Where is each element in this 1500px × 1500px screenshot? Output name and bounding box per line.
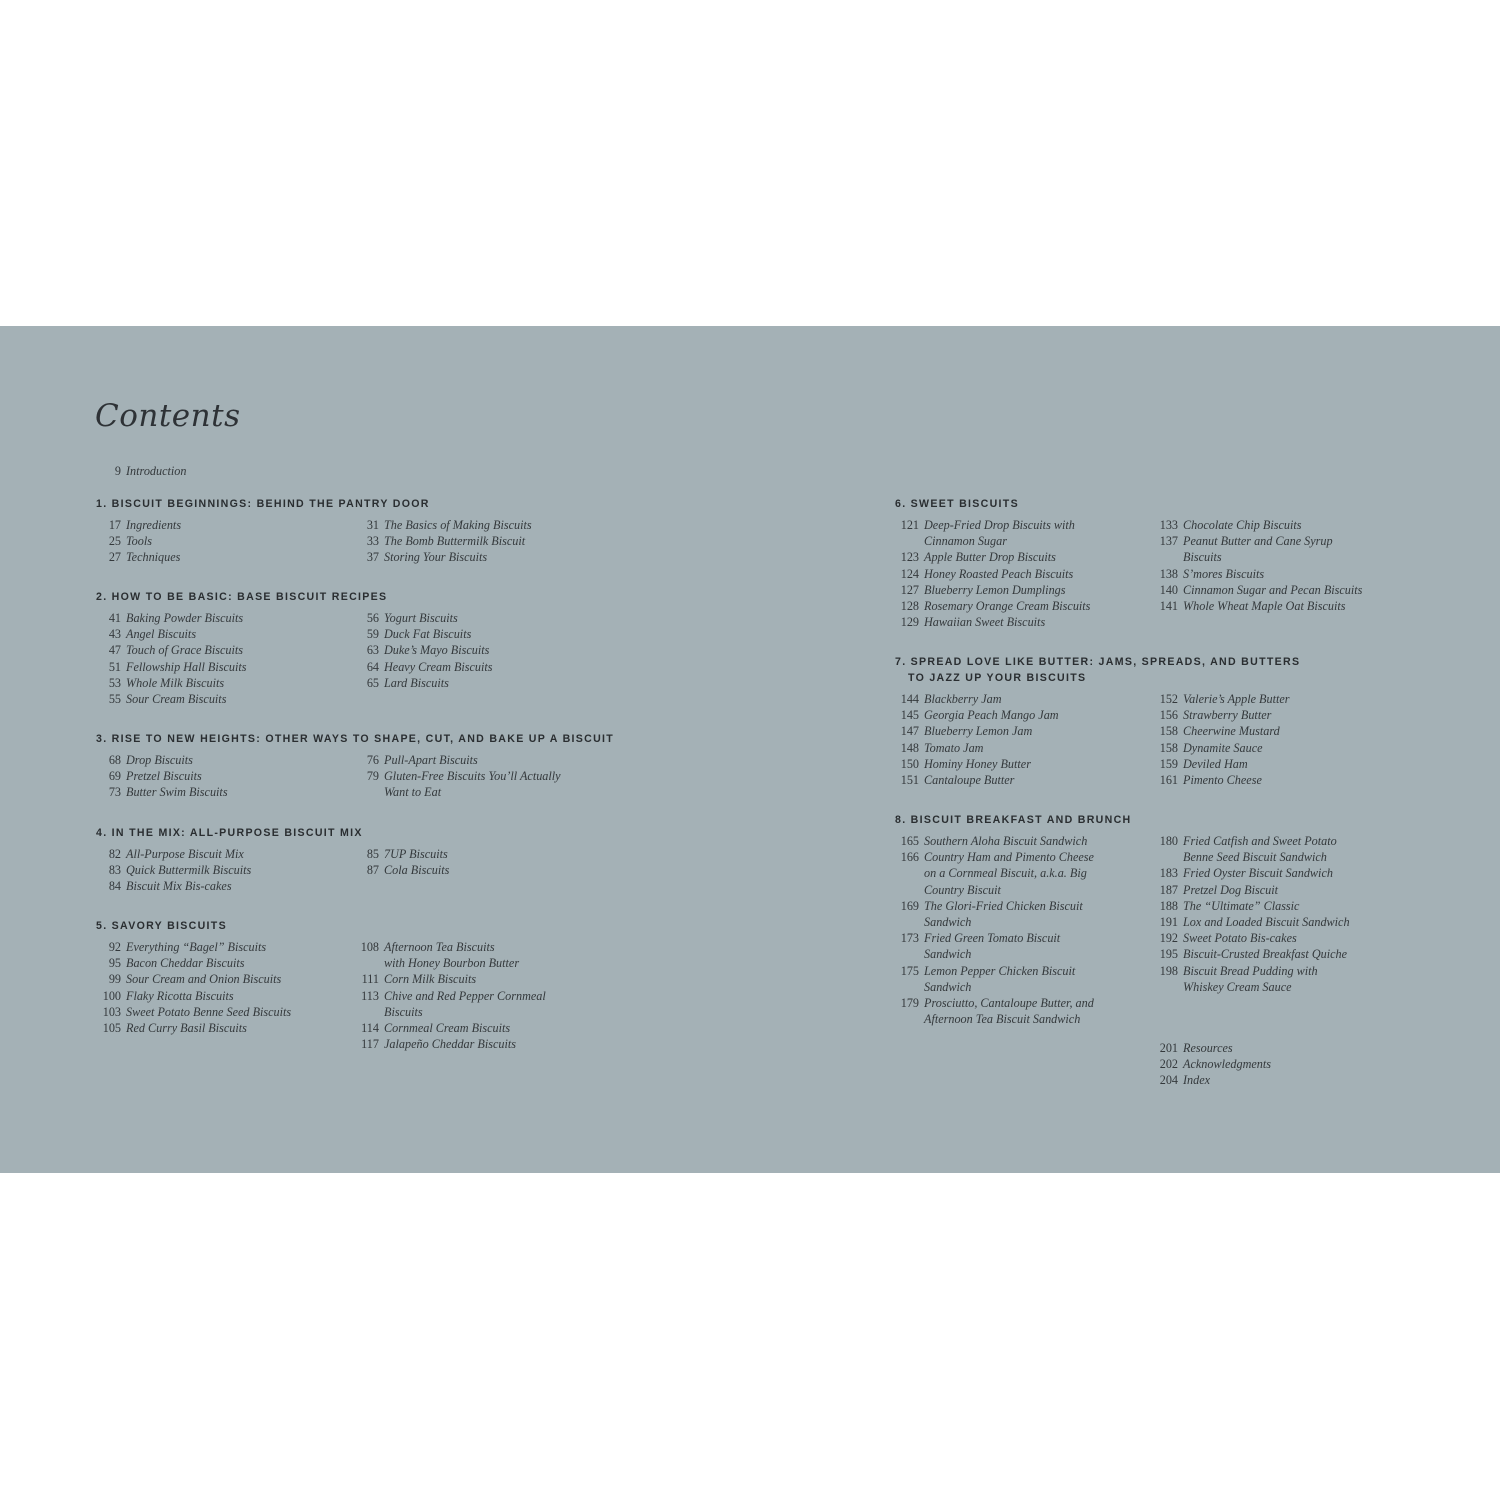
entry-title: Fellowship Hall Biscuits xyxy=(126,659,247,674)
entry-title: S’mores Biscuits xyxy=(1183,566,1265,581)
entry-title: Chive and Red Pepper Cornmeal xyxy=(384,988,546,1003)
page-number: 148 xyxy=(900,740,919,755)
section-heading: 7. SPREAD LOVE LIKE BUTTER: JAMS, SPREADS, AND BUTTERS xyxy=(895,656,1301,668)
entry-title: Lox and Loaded Biscuit Sandwich xyxy=(1183,915,1350,929)
page-number: 47 xyxy=(108,643,121,658)
section-heading: 1. BISCUIT BEGINNINGS: BEHIND THE PANTRY DOOR xyxy=(96,498,430,510)
page-number: 138 xyxy=(1159,566,1178,581)
page-number: 128 xyxy=(900,599,919,613)
page-number: 137 xyxy=(1159,534,1178,549)
section-heading: 2. HOW TO BE BASIC: BASE BISCUIT RECIPES xyxy=(96,591,388,603)
page-number: 175 xyxy=(900,963,919,978)
entry-title: Valerie’s Apple Butter xyxy=(1183,692,1290,706)
page-number: 65 xyxy=(366,675,379,690)
entry-title: Blueberry Lemon Dumplings xyxy=(924,582,1066,597)
entry-title: The Basics of Making Biscuits xyxy=(384,518,532,532)
entry-title: Cornmeal Cream Biscuits xyxy=(384,1021,511,1035)
page-number: 179 xyxy=(900,996,919,1010)
page-number: 63 xyxy=(366,643,379,658)
page-number: 51 xyxy=(108,659,121,674)
entry-title: The Glori-Fried Chicken Biscuit xyxy=(924,898,1083,913)
page-number: 9 xyxy=(114,464,121,478)
page-number: 68 xyxy=(108,753,121,767)
page-number: 99 xyxy=(108,972,121,987)
entry-title: Butter Swim Biscuits xyxy=(126,785,228,800)
entry-title: Whiskey Cream Sauce xyxy=(1183,979,1292,994)
entry-title: Strawberry Butter xyxy=(1183,708,1272,723)
entry-title: Fried Catfish and Sweet Potato xyxy=(1183,834,1337,848)
entry-title: Whole Milk Biscuits xyxy=(126,675,225,690)
page-number: 144 xyxy=(900,692,919,706)
entry-title: Rosemary Orange Cream Biscuits xyxy=(924,599,1091,613)
page-number: 108 xyxy=(360,940,379,954)
page-number: 59 xyxy=(366,627,379,642)
page-number: 53 xyxy=(108,675,121,690)
entry-title: Benne Seed Biscuit Sandwich xyxy=(1183,850,1327,865)
entry-title: on a Cornmeal Biscuit, a.k.a. Big xyxy=(924,866,1087,881)
entry-title: Prosciutto, Cantaloupe Butter, and xyxy=(924,996,1094,1010)
section-heading: TO JAZZ UP YOUR BISCUITS xyxy=(908,672,1087,684)
page-number: 129 xyxy=(900,615,919,630)
page-number: 105 xyxy=(102,1021,121,1035)
entry-title: Cheerwine Mustard xyxy=(1183,724,1280,739)
entry-title: Pimento Cheese xyxy=(1183,773,1262,787)
page-number: 117 xyxy=(361,1037,379,1052)
entry-title: Southern Aloha Biscuit Sandwich xyxy=(924,834,1088,848)
page-number: 92 xyxy=(108,940,121,954)
entry-title: Biscuit Mix Bis-cakes xyxy=(126,879,232,894)
entry-title: Flaky Ricotta Biscuits xyxy=(126,988,234,1003)
page-number: 195 xyxy=(1159,947,1178,962)
entry-title: Cinnamon Sugar and Pecan Biscuits xyxy=(1183,582,1363,597)
page-number: 191 xyxy=(1159,915,1178,929)
page-number: 17 xyxy=(108,518,121,532)
page-number: 140 xyxy=(1159,582,1178,597)
page-number: 84 xyxy=(108,879,121,894)
entry-title: Resources xyxy=(1183,1041,1233,1055)
entry-title: Biscuits xyxy=(384,1004,423,1019)
page-number: 158 xyxy=(1159,724,1178,739)
section-heading: 5. SAVORY BISCUITS xyxy=(96,920,227,932)
entry-title: Blackberry Jam xyxy=(924,692,1002,706)
entry-title: Ingredients xyxy=(126,518,182,532)
page-number: 147 xyxy=(900,724,919,739)
entry-title: Baking Powder Biscuits xyxy=(126,611,244,625)
entry-title: Bacon Cheddar Biscuits xyxy=(126,956,245,971)
entry-title: Index xyxy=(1183,1073,1211,1088)
entry-title: Deep-Fried Drop Biscuits with xyxy=(924,518,1075,532)
page-number: 82 xyxy=(108,847,121,861)
entry-title: Everything “Bagel” Biscuits xyxy=(126,940,267,954)
entry-title: Cinnamon Sugar xyxy=(924,534,1007,549)
entry-title: Biscuits xyxy=(1183,550,1222,565)
page-number: 198 xyxy=(1159,963,1178,978)
page-number: 158 xyxy=(1159,740,1178,755)
entry-title: Techniques xyxy=(126,550,181,565)
page-number: 165 xyxy=(900,834,919,848)
entry-title: The “Ultimate” Classic xyxy=(1183,898,1300,913)
page-number: 41 xyxy=(108,611,121,625)
entry-title: Sandwich xyxy=(924,915,972,929)
contents-page-spread xyxy=(0,326,1500,1173)
entry-title: Jalapeño Cheddar Biscuits xyxy=(384,1037,517,1052)
section-heading: 4. IN THE MIX: ALL-PURPOSE BISCUIT MIX xyxy=(96,827,363,839)
entry-title: Duke’s Mayo Biscuits xyxy=(384,643,490,658)
page-number: 33 xyxy=(366,534,379,549)
entry-title: Pretzel Biscuits xyxy=(126,769,202,784)
entry-title: Lemon Pepper Chicken Biscuit xyxy=(924,963,1076,978)
entry-title: Afternoon Tea Biscuits xyxy=(384,940,495,954)
page-number: 76 xyxy=(366,753,379,767)
entry-title: Country Ham and Pimento Cheese xyxy=(924,850,1094,865)
page-number: 83 xyxy=(108,863,121,878)
page-number: 55 xyxy=(108,692,121,706)
page-number: 204 xyxy=(1159,1073,1178,1088)
entry-title: Peanut Butter and Cane Syrup xyxy=(1183,534,1333,549)
page-number: 150 xyxy=(900,756,919,771)
page-number: 95 xyxy=(108,956,121,971)
page-number: 202 xyxy=(1159,1057,1178,1072)
page-number: 180 xyxy=(1159,834,1178,848)
entry-title: Sweet Potato Bis-cakes xyxy=(1183,931,1297,946)
page-number: 151 xyxy=(900,773,919,787)
entry-title: Drop Biscuits xyxy=(126,753,193,767)
page-number: 141 xyxy=(1159,599,1178,613)
entry-title: Country Biscuit xyxy=(924,882,1001,897)
entry-title: 7UP Biscuits xyxy=(384,847,448,861)
page-number: 183 xyxy=(1159,866,1178,881)
entry-title: with Honey Bourbon Butter xyxy=(384,956,520,971)
entry-title: Dynamite Sauce xyxy=(1183,740,1263,755)
entry-title: Fried Oyster Biscuit Sandwich xyxy=(1183,866,1333,881)
entry-title: Fried Green Tomato Biscuit xyxy=(924,931,1061,946)
page-number: 27 xyxy=(108,550,121,565)
entry-title: Pretzel Dog Biscuit xyxy=(1183,882,1279,897)
page-number: 127 xyxy=(900,582,919,597)
entry-title: Sour Cream and Onion Biscuits xyxy=(126,972,282,987)
entry-title: Sour Cream Biscuits xyxy=(126,692,227,706)
page-number: 113 xyxy=(361,988,379,1003)
entry-title: Quick Buttermilk Biscuits xyxy=(126,863,252,878)
page-number: 85 xyxy=(366,847,379,861)
page-number: 188 xyxy=(1159,898,1178,913)
entry-title: Blueberry Lemon Jam xyxy=(924,724,1033,739)
entry-title: Corn Milk Biscuits xyxy=(384,972,477,987)
entry-title: Chocolate Chip Biscuits xyxy=(1183,518,1302,532)
entry-title: Whole Wheat Maple Oat Biscuits xyxy=(1183,599,1346,613)
page-number: 173 xyxy=(900,931,919,946)
page-number: 73 xyxy=(108,785,121,800)
entry-title: Deviled Ham xyxy=(1183,756,1248,771)
entry-title: Hawaiian Sweet Biscuits xyxy=(924,615,1046,630)
entry-title: Storing Your Biscuits xyxy=(384,550,488,565)
entry-title: Pull-Apart Biscuits xyxy=(384,753,478,767)
page-number: 192 xyxy=(1159,931,1178,946)
page-number: 152 xyxy=(1159,692,1178,706)
entry-title: Sandwich xyxy=(924,947,972,962)
entry-title: Angel Biscuits xyxy=(126,627,197,642)
entry-title: Biscuit-Crusted Breakfast Quiche xyxy=(1183,947,1348,962)
entry-title: Want to Eat xyxy=(384,785,442,800)
page-number: 145 xyxy=(900,708,919,723)
page-number: 121 xyxy=(900,518,919,532)
page-number: 133 xyxy=(1159,518,1178,532)
entry-title: Sweet Potato Benne Seed Biscuits xyxy=(126,1004,292,1019)
entry-title: Red Curry Basil Biscuits xyxy=(126,1021,247,1035)
section-heading: 6. SWEET BISCUITS xyxy=(895,498,1019,510)
page-number: 43 xyxy=(108,627,121,642)
page-number: 187 xyxy=(1159,882,1178,897)
entry-title: Introduction xyxy=(126,464,187,478)
page-number: 156 xyxy=(1159,708,1178,723)
page-number: 56 xyxy=(366,611,379,625)
page-number: 87 xyxy=(366,863,379,878)
page-number: 161 xyxy=(1159,773,1178,787)
entry-title: Tools xyxy=(126,534,152,549)
page-number: 69 xyxy=(108,769,121,784)
page-number: 124 xyxy=(900,566,919,581)
page-number: 79 xyxy=(366,769,379,784)
entry-title: Georgia Peach Mango Jam xyxy=(924,708,1059,723)
page-number: 100 xyxy=(102,988,121,1003)
page-number: 64 xyxy=(366,659,379,674)
entry-title: Cola Biscuits xyxy=(384,863,450,878)
entry-title: Cantaloupe Butter xyxy=(924,773,1015,787)
entry-title: Tomato Jam xyxy=(924,740,984,755)
page-number: 169 xyxy=(900,898,919,913)
entry-title: The Bomb Buttermilk Biscuit xyxy=(384,534,526,549)
page-number: 25 xyxy=(108,534,121,549)
page-number: 166 xyxy=(900,850,919,865)
entry-title: Honey Roasted Peach Biscuits xyxy=(924,566,1074,581)
entry-title: Touch of Grace Biscuits xyxy=(126,643,244,658)
entry-title: All-Purpose Biscuit Mix xyxy=(126,847,244,861)
entry-title: Sandwich xyxy=(924,979,972,994)
page-number: 114 xyxy=(361,1021,379,1035)
page-number: 123 xyxy=(900,550,919,565)
page-number: 37 xyxy=(366,550,379,565)
entry-title: Afternoon Tea Biscuit Sandwich xyxy=(924,1012,1081,1027)
entry-title: Gluten-Free Biscuits You’ll Actually xyxy=(384,769,561,784)
page-number: 159 xyxy=(1159,756,1178,771)
entry-title: Acknowledgments xyxy=(1183,1057,1271,1072)
entry-title: Apple Butter Drop Biscuits xyxy=(924,550,1056,565)
entry-title: Biscuit Bread Pudding with xyxy=(1183,963,1318,978)
entry-title: Yogurt Biscuits xyxy=(384,611,458,625)
page-number: 201 xyxy=(1159,1041,1178,1055)
entry-title: Heavy Cream Biscuits xyxy=(384,659,493,674)
section-heading: 3. RISE TO NEW HEIGHTS: OTHER WAYS TO SHAPE, CUT, AND BAKE UP A BISCUIT xyxy=(96,733,615,745)
entry-title: Hominy Honey Butter xyxy=(924,756,1031,771)
page-title: Contents xyxy=(95,398,241,434)
page-number: 31 xyxy=(366,518,379,532)
section-heading: 8. BISCUIT BREAKFAST AND BRUNCH xyxy=(895,814,1132,826)
entry-title: Duck Fat Biscuits xyxy=(384,627,472,642)
entry-title: Lard Biscuits xyxy=(384,675,449,690)
page-number: 103 xyxy=(102,1004,121,1019)
page-number: 111 xyxy=(361,972,379,987)
